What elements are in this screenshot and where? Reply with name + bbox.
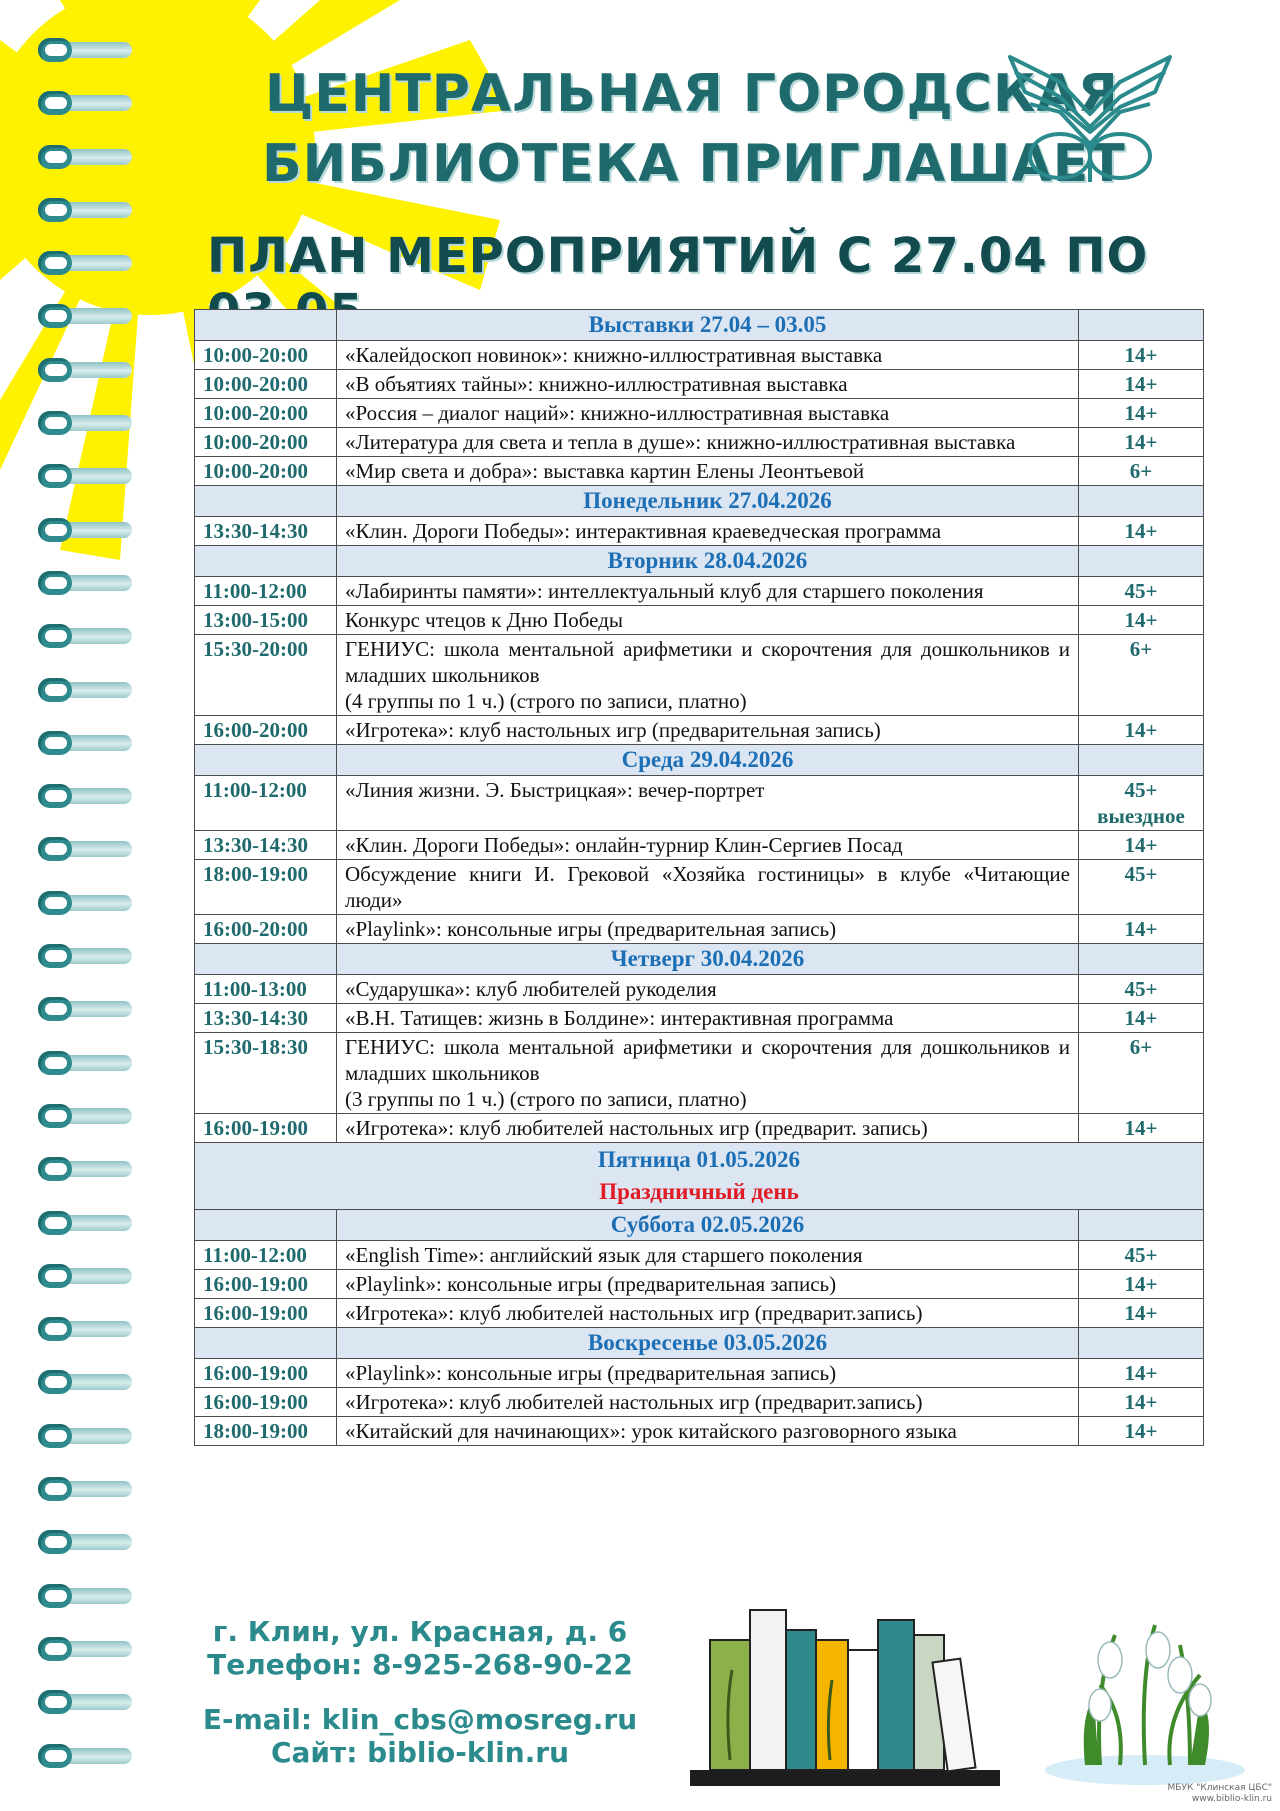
age-value: 14+ (1124, 343, 1158, 367)
age-rating (1079, 370, 1204, 399)
section-header-blank (195, 546, 337, 577)
age-value: 45+ (1124, 778, 1158, 802)
spiral-binding (30, 38, 140, 1797)
event-time: 16:00-19:00 (195, 1270, 337, 1299)
section-title: Четверг 30.04.2026 (337, 944, 1079, 975)
age-rating (1079, 1359, 1204, 1388)
spiral-ring (30, 1530, 140, 1554)
spiral-ring (30, 1584, 140, 1608)
spiral-ring (30, 1424, 140, 1448)
age-rating (1079, 716, 1204, 745)
event-description (337, 1033, 1079, 1114)
event-description (337, 1241, 1079, 1270)
age-rating (1079, 341, 1204, 370)
spiral-ring (30, 91, 140, 115)
age-rating (1079, 975, 1204, 1004)
event-title: «Литература для света и тепла в душе»: книжно-иллюстративная выставка (345, 430, 1016, 454)
event-description (337, 1299, 1079, 1328)
section-title: Среда 29.04.2026 (337, 745, 1079, 776)
spiral-ring (30, 624, 140, 648)
spiral-ring (30, 1370, 140, 1394)
event-description (337, 1004, 1079, 1033)
event-description (337, 776, 1079, 831)
event-description (337, 1359, 1079, 1388)
event-title: «English Time»: английский язык для старшего поколения (345, 1243, 863, 1267)
event-time: 18:00-19:00 (195, 1417, 337, 1446)
event-time: 13:30-14:30 (195, 831, 337, 860)
phone[interactable]: Телефон: 8-925-268-90-22 (207, 1648, 633, 1681)
age-rating (1079, 1004, 1204, 1033)
event-description (337, 831, 1079, 860)
spiral-ring (30, 1477, 140, 1501)
section-header-row (195, 546, 1204, 577)
credit-org: МБУК "Клинская ЦБС" (1167, 1783, 1272, 1793)
event-title: «Линия жизни. Э. Быстрицкая»: вечер-портрет (345, 778, 765, 802)
event-title: «Россия – диалог наций»: книжно-иллюстративная выставка (345, 401, 890, 425)
section-title: Суббота 02.05.2026 (337, 1210, 1079, 1241)
spiral-ring (30, 1264, 140, 1288)
section-header-row (195, 486, 1204, 517)
event-description (337, 370, 1079, 399)
event-description (337, 716, 1079, 745)
event-title: «Playlink»: консольные игры (предварительная запись) (345, 1361, 837, 1385)
event-row (195, 577, 1204, 606)
event-time: 10:00-20:00 (195, 428, 337, 457)
event-title: ГЕНИУС: школа ментальной арифметики и скорочтения для дошкольников и младших школьников (345, 637, 1070, 687)
event-description (337, 457, 1079, 486)
spiral-ring (30, 38, 140, 62)
section-header-blank (195, 944, 337, 975)
spiral-ring (30, 678, 140, 702)
event-description (337, 428, 1079, 457)
event-row (195, 370, 1204, 399)
age-rating (1079, 399, 1204, 428)
plan-title: ПЛАН МЕРОПРИЯТИЙ С 27.04 ПО (207, 228, 1149, 284)
age-value: 14+ (1124, 718, 1158, 742)
event-row (195, 635, 1204, 716)
event-title: «В.Н. Татищев: жизнь в Болдине»: интерактивная программа (345, 1006, 894, 1030)
section-header-blank (195, 1210, 337, 1241)
event-row (195, 915, 1204, 944)
event-description (337, 635, 1079, 716)
spiral-ring (30, 1104, 140, 1128)
event-description (337, 606, 1079, 635)
event-description (337, 915, 1079, 944)
event-description (337, 399, 1079, 428)
section-header-blank (195, 310, 337, 341)
email[interactable]: E-mail: klin_cbs@mosreg.ru (202, 1703, 638, 1736)
section-header-row (195, 310, 1204, 341)
event-title: «Игротека»: клуб любителей настольных игр (предварит.запись) (345, 1301, 923, 1325)
age-rating (1079, 1114, 1204, 1143)
event-title: Конкурс чтецов к Дню Победы (345, 608, 624, 632)
age-rating (1079, 457, 1204, 486)
spiral-ring (30, 518, 140, 542)
section-title: Вторник 28.04.2026 (337, 546, 1079, 577)
age-value: 14+ (1124, 430, 1158, 454)
age-value: 14+ (1124, 1116, 1158, 1140)
event-row (195, 399, 1204, 428)
event-note: (4 группы по 1 ч.) (строго по записи, платно) (345, 689, 747, 713)
title-line-2: БИБЛИОТЕКА ПРИГЛАШАЕТ (262, 134, 1126, 194)
event-description (337, 577, 1079, 606)
event-row (195, 716, 1204, 745)
age-rating (1079, 860, 1204, 915)
event-description (337, 1388, 1079, 1417)
spiral-ring (30, 1317, 140, 1341)
spiral-ring (30, 997, 140, 1021)
age-value: 14+ (1124, 1301, 1158, 1325)
event-time: 16:00-19:00 (195, 1299, 337, 1328)
event-time: 18:00-19:00 (195, 860, 337, 915)
age-rating (1079, 915, 1204, 944)
event-time: 11:00-12:00 (195, 776, 337, 831)
age-value: 14+ (1124, 1272, 1158, 1296)
event-note: (3 группы по 1 ч.) (строго по записи, платно) (345, 1087, 747, 1111)
age-rating (1079, 428, 1204, 457)
section-title: Выставки 27.04 – 03.05 (337, 310, 1079, 341)
event-row (195, 428, 1204, 457)
event-time: 13:00-15:00 (195, 606, 337, 635)
event-time: 13:30-14:30 (195, 517, 337, 546)
holiday-row (195, 1143, 1204, 1210)
event-row (195, 1359, 1204, 1388)
spiral-ring (30, 944, 140, 968)
event-description (337, 975, 1079, 1004)
spiral-ring (30, 358, 140, 382)
library-logo-icon (1005, 52, 1175, 188)
event-row (195, 776, 1204, 831)
section-header-row (195, 745, 1204, 776)
age-value: 14+ (1124, 372, 1158, 396)
event-row (195, 860, 1204, 915)
spiral-ring (30, 891, 140, 915)
event-description (337, 860, 1079, 915)
event-row (195, 606, 1204, 635)
age-rating (1079, 517, 1204, 546)
age-value: 45+ (1124, 579, 1158, 603)
event-row (195, 831, 1204, 860)
age-rating (1079, 1241, 1204, 1270)
event-title: «Playlink»: консольные игры (предварительная запись) (345, 917, 837, 941)
section-title: Понедельник 27.04.2026 (337, 486, 1079, 517)
spiral-ring (30, 784, 140, 808)
spiral-ring (30, 411, 140, 435)
event-time: 11:00-12:00 (195, 577, 337, 606)
age-rating (1079, 606, 1204, 635)
age-value: 14+ (1124, 1419, 1158, 1443)
event-title: «Playlink»: консольные игры (предварительная запись) (345, 1272, 837, 1296)
age-value: 14+ (1124, 833, 1158, 857)
spiral-ring (30, 1744, 140, 1768)
event-row (195, 1241, 1204, 1270)
section-header-blank (1079, 944, 1204, 975)
event-row (195, 517, 1204, 546)
event-row (195, 975, 1204, 1004)
snowdrops-icon (1040, 1605, 1250, 1785)
event-time: 10:00-20:00 (195, 341, 337, 370)
title-line-1: ЦЕНТРАЛЬНАЯ ГОРОДСКАЯ (265, 64, 1119, 124)
event-description (337, 1417, 1079, 1446)
spiral-ring (30, 1637, 140, 1661)
age-value: 45+ (1124, 862, 1158, 886)
event-time: 16:00-19:00 (195, 1388, 337, 1417)
contacts (170, 1615, 670, 1769)
event-title: «Сударушка»: клуб любителей рукоделия (345, 977, 717, 1001)
section-header-blank (195, 1328, 337, 1359)
event-title: «Игротека»: клуб настольных игр (предварительная запись) (345, 718, 881, 742)
spiral-ring (30, 731, 140, 755)
event-time: 10:00-20:00 (195, 457, 337, 486)
books-icon (690, 1600, 1010, 1790)
event-time: 13:30-14:30 (195, 1004, 337, 1033)
event-title: «В объятиях тайны»: книжно-иллюстративная выставка (345, 372, 848, 396)
age-rating (1079, 1417, 1204, 1446)
spiral-ring (30, 145, 140, 169)
website[interactable]: Сайт: biblio-klin.ru (270, 1736, 570, 1769)
address: г. Клин, ул. Красная, д. 6 (212, 1615, 628, 1648)
age-value: 14+ (1124, 401, 1158, 425)
age-note: выездное (1097, 804, 1185, 828)
event-title: «Китайский для начинающих»: урок китайского разговорного языка (345, 1419, 957, 1443)
event-description (337, 1114, 1079, 1143)
age-value: 14+ (1124, 519, 1158, 543)
spiral-ring (30, 251, 140, 275)
age-rating (1079, 776, 1204, 831)
event-time: 11:00-13:00 (195, 975, 337, 1004)
event-title: «Игротека»: клуб любителей настольных игр (предварит. запись) (345, 1116, 928, 1140)
age-rating (1079, 1299, 1204, 1328)
event-title: «Клин. Дороги Победы»: онлайн-турнир Клин-Сергиев Посад (345, 833, 903, 857)
credit (1168, 1783, 1272, 1805)
event-title: «Калейдоскоп новинок»: книжно-иллюстративная выставка (345, 343, 883, 367)
event-description (337, 1270, 1079, 1299)
age-rating (1079, 831, 1204, 860)
event-row (195, 1299, 1204, 1328)
spiral-ring (30, 198, 140, 222)
section-header-blank (1079, 745, 1204, 776)
holiday-day: Пятница 01.05.2026 (597, 1147, 801, 1172)
event-row (195, 1004, 1204, 1033)
section-header-blank (1079, 310, 1204, 341)
event-title: Обсуждение книги И. Грековой «Хозяйка гостиницы» в клубе «Читающие люди» (345, 862, 1070, 912)
spiral-ring (30, 304, 140, 328)
section-header-blank (1079, 1328, 1204, 1359)
event-row (195, 1033, 1204, 1114)
age-rating (1079, 1388, 1204, 1417)
section-header-blank (1079, 486, 1204, 517)
event-time: 10:00-20:00 (195, 399, 337, 428)
spiral-ring (30, 464, 140, 488)
section-header-blank (1079, 1210, 1204, 1241)
event-time: 15:30-18:30 (195, 1033, 337, 1114)
event-row (195, 1114, 1204, 1143)
event-time: 16:00-19:00 (195, 1114, 337, 1143)
spiral-ring (30, 1211, 140, 1235)
spiral-ring (30, 837, 140, 861)
event-row (195, 1417, 1204, 1446)
schedule-table (194, 309, 1204, 1446)
holiday-cell (195, 1143, 1204, 1210)
age-rating (1079, 1033, 1204, 1114)
event-time: 16:00-19:00 (195, 1359, 337, 1388)
event-description (337, 341, 1079, 370)
age-value: 45+ (1124, 977, 1158, 1001)
age-value: 6+ (1129, 637, 1153, 661)
age-value: 14+ (1124, 1390, 1158, 1414)
section-header-blank (195, 486, 337, 517)
spiral-ring (30, 571, 140, 595)
age-value: 14+ (1124, 917, 1158, 941)
spiral-ring (30, 1157, 140, 1181)
credit-url[interactable]: www.biblio-klin.ru (1191, 1794, 1272, 1804)
event-row (195, 457, 1204, 486)
event-title: «Клин. Дороги Победы»: интерактивная краеведческая программа (345, 519, 942, 543)
age-value: 14+ (1124, 1006, 1158, 1030)
age-value: 6+ (1129, 459, 1153, 483)
age-rating (1079, 577, 1204, 606)
event-row (195, 1270, 1204, 1299)
event-time: 15:30-20:00 (195, 635, 337, 716)
section-header-row (195, 944, 1204, 975)
section-header-row (195, 1328, 1204, 1359)
event-time: 10:00-20:00 (195, 370, 337, 399)
event-title: ГЕНИУС: школа ментальной арифметики и скорочтения для дошкольников и младших школьников (345, 1035, 1070, 1085)
age-value: 14+ (1124, 1361, 1158, 1385)
age-value: 14+ (1124, 608, 1158, 632)
event-row (195, 1388, 1204, 1417)
section-header-blank (1079, 546, 1204, 577)
event-description (337, 517, 1079, 546)
event-title: «Лабиринты памяти»: интеллектуальный клуб для старшего поколения (345, 579, 984, 603)
age-value: 6+ (1129, 1035, 1153, 1059)
event-time: 11:00-12:00 (195, 1241, 337, 1270)
spiral-ring (30, 1690, 140, 1714)
age-rating (1079, 635, 1204, 716)
age-rating (1079, 1270, 1204, 1299)
section-title: Воскресенье 03.05.2026 (337, 1328, 1079, 1359)
age-value: 45+ (1124, 1243, 1158, 1267)
spiral-ring (30, 1051, 140, 1075)
event-row (195, 341, 1204, 370)
holiday-note: Праздничный день (599, 1179, 799, 1204)
event-time: 16:00-20:00 (195, 716, 337, 745)
event-title: «Мир света и добра»: выставка картин Елены Леонтьевой (345, 459, 865, 483)
event-time: 16:00-20:00 (195, 915, 337, 944)
section-header-blank (195, 745, 337, 776)
event-title: «Игротека»: клуб любителей настольных игр (предварит.запись) (345, 1390, 923, 1414)
section-header-row (195, 1210, 1204, 1241)
